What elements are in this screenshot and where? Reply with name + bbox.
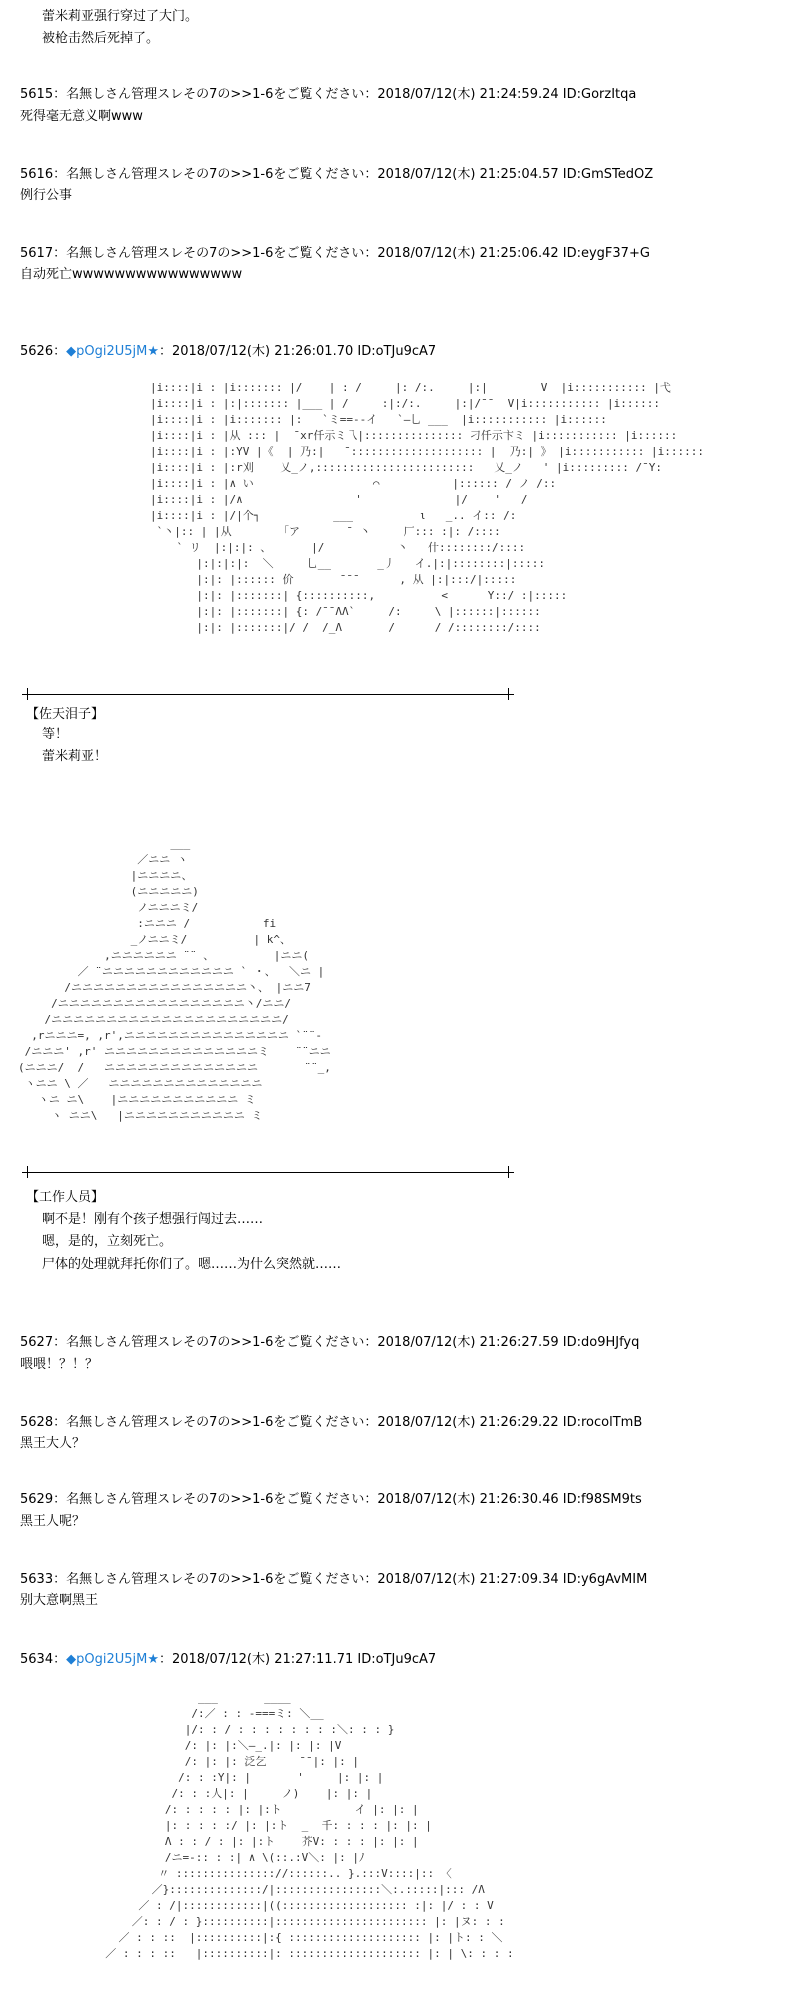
divider-line (22, 694, 514, 695)
post-meta: ：2018/07/12(木) 21:27:11.71 ID:oTJu9cA7 (158, 1652, 437, 1667)
narration-line: 蕾米莉亚强行穿过了大门。 (42, 9, 199, 24)
divider-tick (27, 688, 28, 700)
ascii-art-worker: ___ ／ニニ ヽ |ニニニニ、 (ニニニニニ) ノニニニミ/ :ニニニ / fi _ノニニミ/ | k^、 ,ニニニニニニ ¨¨ 、 |ニニ( ／ ¨ニニニニニニニニニニニニ ` ・、 ＼ニ | /ニニニニニニニニニニニニニニニニ丶、 |ニニ7 /ニニニニニニニニニニニニニニニニニ丶/ニニ/ /ニニニニニニニニニニニニニニニニニニニニニ/ ,rニニニ=, ,r',ニニニニニニニニニニニニニニニ `¨¨- /ニニニ' ,r' ニニニニニニニニニニニニニニミ ¨¨ニニ (ニニニ/ / ニニニニニニニニニニニニニニ ¨¨_, ヽニニ \ ／ ニニニニニニニニニニニニニニ ヽニ ニ\ |ニニニニニニニニニニニ ミ ヽ ニニ\ |ニニニニニニニニニニニ ミ (18, 837, 331, 1122)
post-header: 5627：名無しさん管理スレその7の>>1-6をご覧ください：2018/07/12(木) 21:26:27.59 ID:do9HJfyq (20, 1335, 640, 1350)
caption-line: 尸体的处理就拜托你们了。嗯……为什么突然就…… (42, 1257, 342, 1272)
post-header: 5633：名無しさん管理スレその7の>>1-6をご覧ください：2018/07/12(木) 21:27:09.34 ID:y6gAvMIM (20, 1572, 648, 1587)
post-header: 5616：名無しさん管理スレその7の>>1-6をご覧ください：2018/07/12(木) 21:25:04.57 ID:GmSTedOZ (20, 167, 654, 182)
post-header: 5617：名無しさん管理スレその7の>>1-6をご覧ください：2018/07/12(木) 21:25:06.42 ID:eygF37+G (20, 246, 650, 261)
post-number: 5634： (20, 1652, 67, 1667)
narration-line: 被枪击然后死掉了。 (42, 31, 160, 46)
post-number: 5626： (20, 344, 67, 359)
trip-link[interactable]: ◆pOgi2U5jM★ (66, 344, 159, 359)
post-header-5626 (20, 343, 436, 360)
ascii-art-scene: |i::::|i : |i::::::: |/ | : / |: /:. |:| V |i::::::::::: |弋 |i::::|i : |:|::::::: |___ | / :|:/:. |:|/¯¯ V|i::::::::::: |i:::::: |i::::|i : |i::::::: |: `ミ==-‐イ `—乚 ___ |i::::::::::: |i:::::: |i::::|i : |从 ::: | ̄ xr仟示ミ乁|::::::::::::::: 刁仟示卞ミ |i::::::::::: |i:::::: |i::::|i : |:YV |《 | 乃:| ̄ :::::::::::::::::::: | 乃:| 》 |i::::::::::: |i:::::: |i::::|i : |:r刈 乂_ノ,:::::::::::::::::::::::: 乂_ノ ' |i::::::::: /¯Y: |i::::|i : |∧ い ⌒ |:::::: / ノ /:: |i::::|i : |/∧ ' |/ ' / |i::::|i : |/|个┐ ___ ι _.. イ:: /: `丶|:: | |从 「ア ¯ 丶 厂::: :|: /:::: ` リ |:|:|: 、 |/ 丶 什::::::::/:::: |:|:|:|: ＼ 乚__ _丿 イ.|:|::::::::|::::: |:|: |:::::: 价 ¯¯¯ , 从 |:|:::/|::::: |:|: |:::::::| {::::::::::, < Y::/ :|::::: |:|: |:::::::| {: /¯¯ΛΛ` /: \ |::::::|:::::: |:|: |:::::::|/ / /_Λ / / /::::::::/:::: (150, 381, 704, 634)
post-body: 死得毫无意义啊www (20, 109, 143, 124)
caption-line: 等！ (42, 727, 69, 742)
post-meta: ：2018/07/12(木) 21:26:01.70 ID:oTJu9cA7 (158, 344, 437, 359)
post-body: 别大意啊黑王 (20, 1593, 99, 1608)
post-body: 自动死亡wwwwwwwwwwwwwwww (20, 267, 243, 282)
post-body: 喂喂！？！？ (20, 1357, 99, 1372)
caption-line: 啊不是！刚有个孩子想强行闯过去…… (42, 1212, 264, 1227)
post-header: 5615：名無しさん管理スレその7の>>1-6をご覧ください：2018/07/12(木) 21:24:59.24 ID:GorzItqa (20, 87, 637, 102)
caption-line: 嗯，是的，立刻死亡。 (42, 1234, 173, 1249)
post-header-5634 (20, 1651, 436, 1668)
post-body: 黑王大人？ (20, 1436, 86, 1451)
ascii-art-character: ___ ____ /:／ : : -===ミ: ＼__ |/: : / : : : : : : : :＼: : : } /: |: |:＼—_.|: |: |: |V /: |: |: 泛乞 ¯¯|: |: | /: : :Y|: | ' |: |: | /: : :人|: | ノ) |: |: | /: : : : : |: |:ト イ |: |: | |: : : : :/ |: |:ト _ 千: : : : |: |: | Λ : : / : |: |:ト 芥V: : : : |: |: | /ニ=-:: : :| ∧ \(::.:V＼: |: |ﾉ 〃 ::::::::::::::://::::::.. }.:::V::::|:: 〈 ／}::::::::::::::/|::::::::::::::::＼:.:::::|::: /Λ ／ : /|::::::::::::|((::::::::::::::::::: :|: |/ : : V ／: : / : }::::::::::|::::::::::::::::::::::: |: |ヌ: : : ／ : : :: |::::::::::|:{ :::::::::::::::::::: |: |ト: : ＼ ／ : : : :: |::::::::::|: :::::::::::::::::::: |: | \: : : : (105, 1691, 514, 1960)
divider-tick (508, 688, 509, 700)
caption-speaker: 【工作人员】 (26, 1190, 105, 1205)
divider-tick (508, 1166, 509, 1178)
divider-line (22, 1172, 514, 1173)
post-body: 例行公事 (20, 188, 73, 203)
divider-tick (27, 1166, 28, 1178)
caption-line: 蕾米莉亚！ (42, 749, 108, 764)
caption-speaker: 【佐天泪子】 (26, 707, 105, 722)
post-body: 黑王人呢？ (20, 1514, 86, 1529)
trip-link[interactable]: ◆pOgi2U5jM★ (66, 1652, 159, 1667)
post-header: 5628：名無しさん管理スレその7の>>1-6をご覧ください：2018/07/12(木) 21:26:29.22 ID:rocolTmB (20, 1415, 643, 1430)
post-header: 5629：名無しさん管理スレその7の>>1-6をご覧ください：2018/07/12(木) 21:26:30.46 ID:f98SM9ts (20, 1492, 642, 1507)
